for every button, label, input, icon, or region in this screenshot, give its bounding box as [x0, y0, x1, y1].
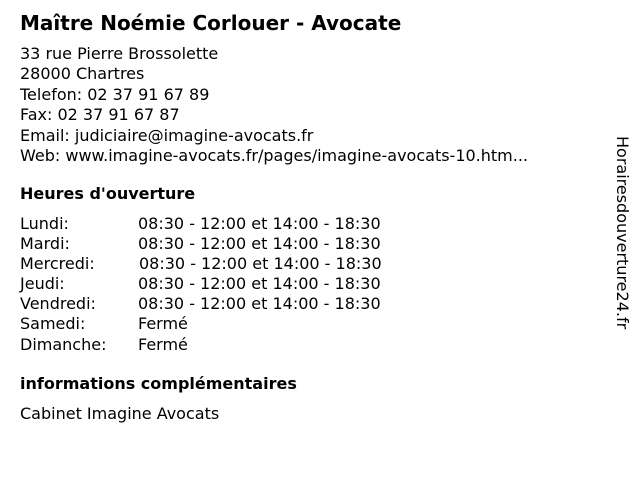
- fax-line: Fax: 02 37 91 67 87: [20, 105, 180, 125]
- hours-time: 08:30 - 12:00 et 14:00 - 18:30: [138, 214, 381, 233]
- web-line: Web: www.imagine-avocats.fr/pages/imagine-avocats-10.htm...: [20, 146, 529, 166]
- hours-day: Samedi:: [20, 314, 86, 334]
- address-city: 28000 Chartres: [20, 64, 145, 84]
- hours-day: Mardi:: [20, 234, 70, 254]
- hours-time: Fermé: [138, 314, 188, 334]
- watermark-text: Horairesdouverture24.fr: [613, 136, 632, 330]
- address-street: 33 rue Pierre Brossolette: [20, 44, 219, 63]
- hours-time: 08:30 - 12:00 et 14:00 - 18:30: [139, 254, 382, 274]
- phone-line: Telefon: 02 37 91 67 89: [20, 84, 210, 104]
- info-heading: informations complémentaires: [20, 374, 297, 393]
- email-line: Email: judiciaire@imagine-avocats.fr: [20, 125, 314, 145]
- contact-block: [20, 44, 528, 166]
- hours-day: Jeudi:: [20, 274, 65, 294]
- hours-time: 08:30 - 12:00 et 14:00 - 18:30: [138, 234, 381, 254]
- hours-day: Lundi:: [20, 214, 69, 233]
- page-title: Maître Noémie Corlouer - Avocate: [20, 11, 402, 35]
- hours-time: 08:30 - 12:00 et 14:00 - 18:30: [138, 274, 381, 294]
- info-text: Cabinet Imagine Avocats: [20, 404, 220, 423]
- hours-day: Dimanche:: [20, 334, 107, 354]
- hours-time: 08:30 - 12:00 et 14:00 - 18:30: [138, 294, 381, 314]
- hours-heading: Heures d'ouverture: [20, 184, 196, 203]
- hours-day: Mercredi:: [20, 254, 95, 274]
- hours-day: Vendredi:: [20, 294, 96, 314]
- hours-time: Fermé: [138, 334, 188, 354]
